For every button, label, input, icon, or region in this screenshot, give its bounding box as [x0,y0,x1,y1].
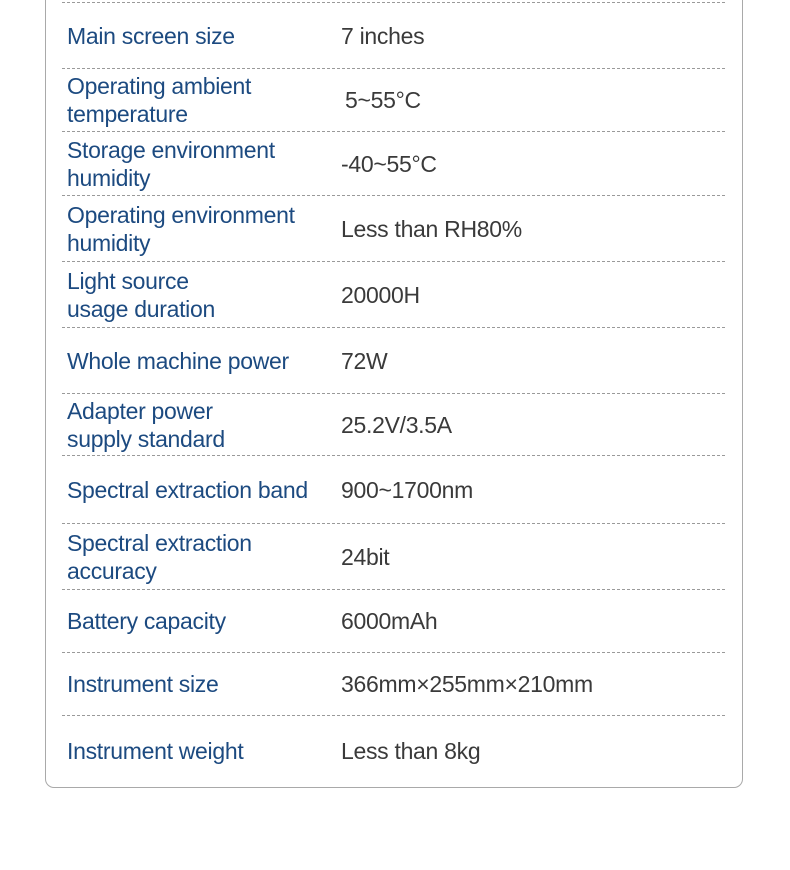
spec-label: Operating environment humidity [67,201,295,256]
spec-label: Operating ambient temperature [67,73,252,127]
spec-row-operating-ambient-temperature [62,68,725,131]
spec-label: Adapter power supply standard [67,397,225,452]
spec-label: Battery capacity [67,608,226,634]
spec-row-battery-capacity [62,589,725,652]
spec-label: Storage environment humidity [67,136,275,191]
spec-row-storage-environment-humidity [62,131,725,195]
spec-label: Spectral extraction band [67,476,308,503]
spec-row-spectral-extraction-band [62,455,725,523]
spec-row-operating-environment-humidity [62,195,725,261]
spec-value: 72W [341,347,388,374]
spec-label: Main screen size [67,22,235,49]
spec-row-adapter-power-supply-standard [62,393,725,455]
spec-value: 366mm×255mm×210mm [341,671,593,697]
spec-label: Light source usage duration [67,267,215,322]
spec-row-main-screen-size [62,2,725,68]
spec-label: Instrument weight [67,737,244,764]
spec-value: 5~55°C [345,87,421,113]
spec-label: Spectral extraction accuracy [67,529,252,584]
spec-value: 20000H [341,281,420,308]
spec-value: -40~55°C [341,150,437,177]
spec-row-light-source-usage-duration [62,261,725,327]
spec-value: 900~1700nm [341,476,473,503]
spec-value: 24bit [341,543,390,570]
spec-value: 25.2V/3.5A [341,411,452,438]
spec-row-whole-machine-power [62,327,725,393]
spec-label: Instrument size [67,671,219,697]
spec-value: Less than 8kg [341,737,481,764]
spec-row-spectral-extraction-accuracy [62,523,725,589]
spec-value: 7 inches [341,22,425,49]
spec-value: 6000mAh [341,608,438,634]
spec-table [62,2,725,785]
spec-label: Whole machine power [67,347,289,374]
spec-row-instrument-weight [62,715,725,785]
spec-value: Less than RH80% [341,215,522,242]
spec-row-instrument-size [62,652,725,715]
